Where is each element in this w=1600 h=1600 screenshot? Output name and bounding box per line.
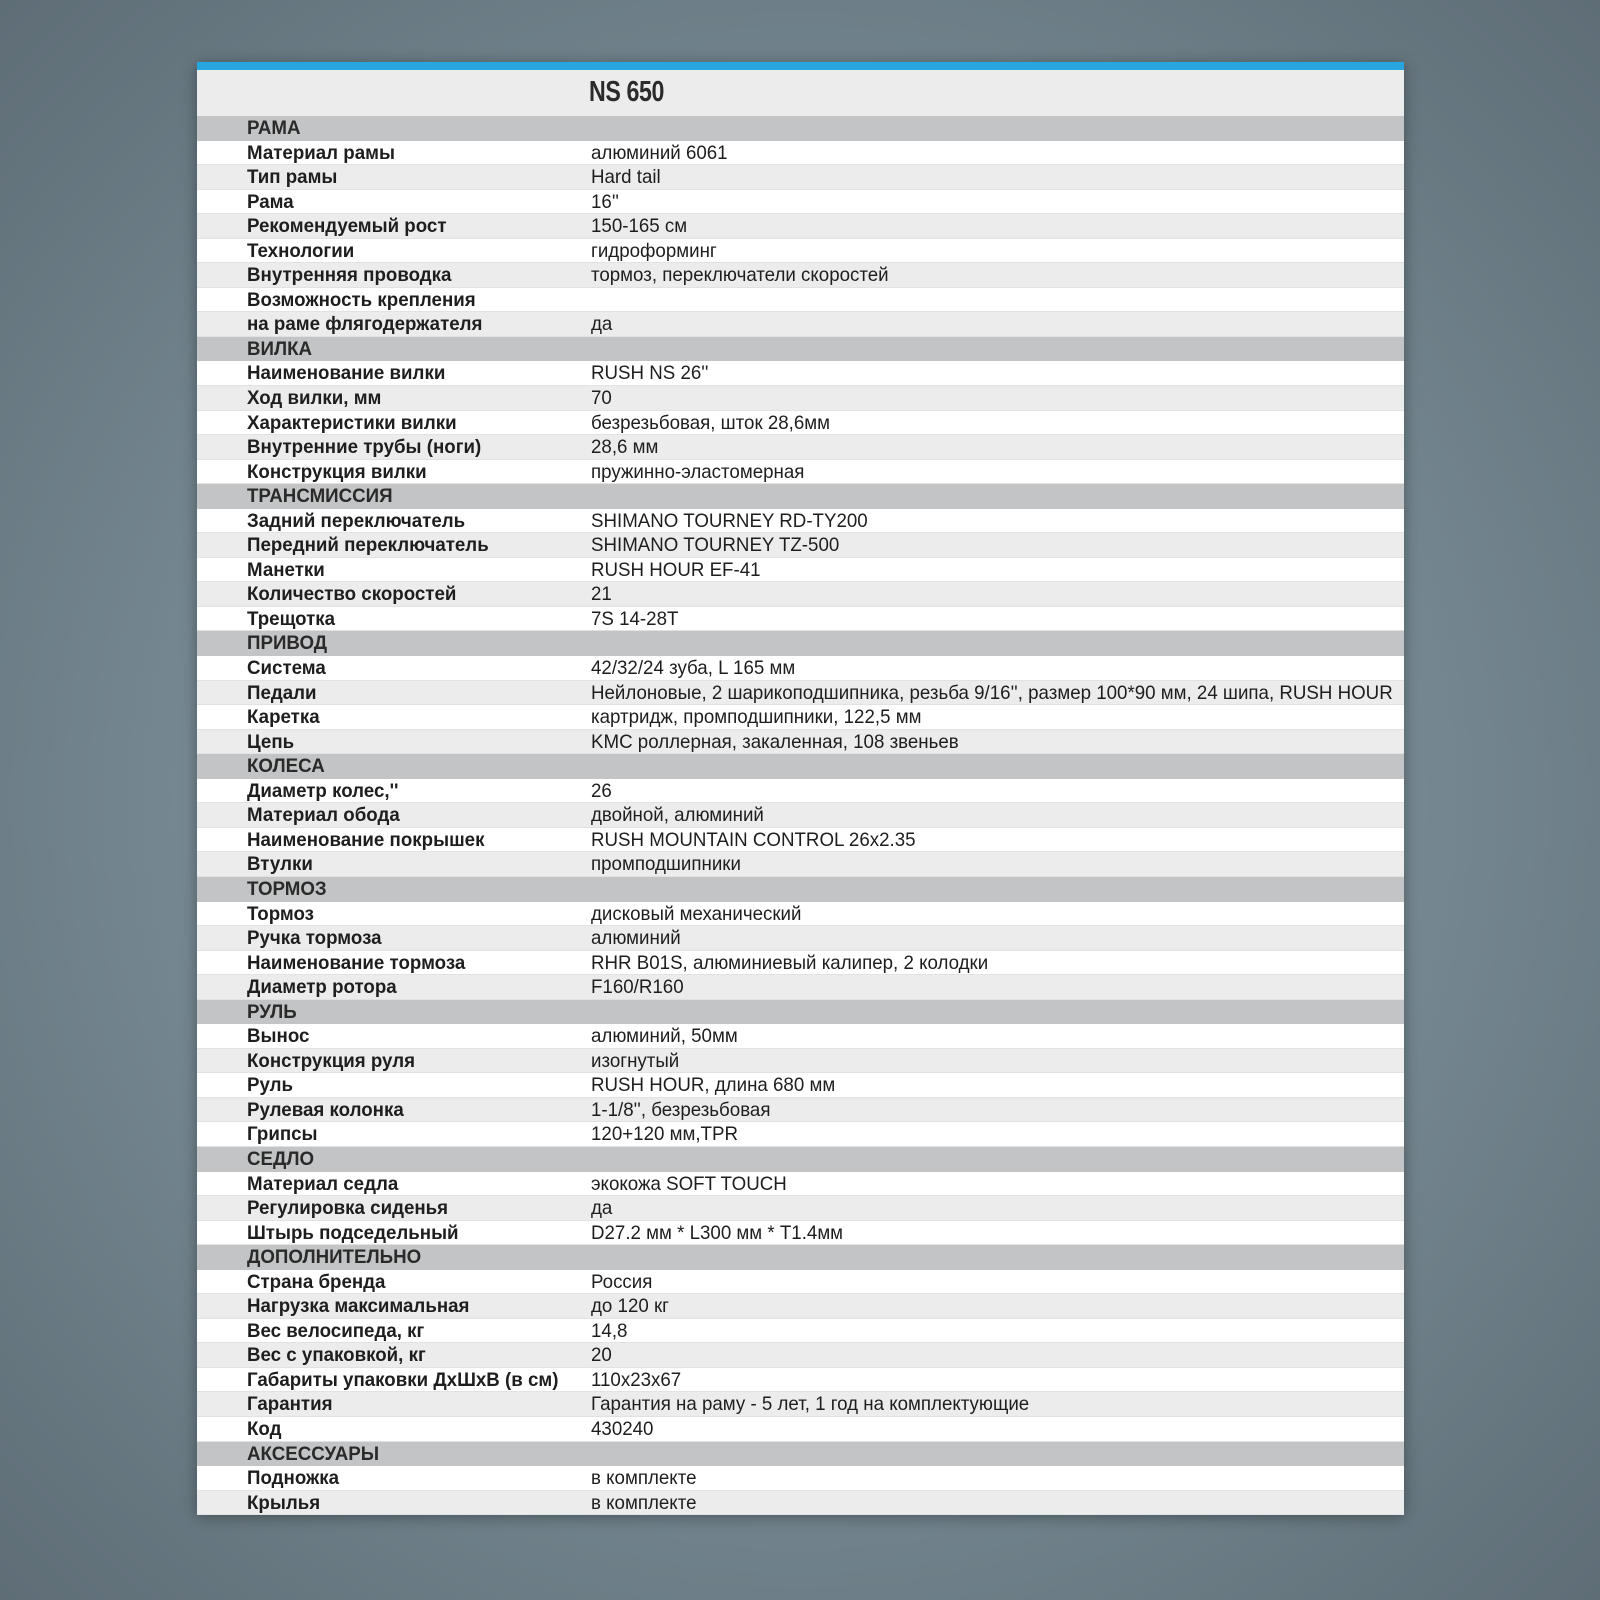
spec-label: Подножка	[247, 1467, 340, 1490]
spec-row	[197, 312, 1404, 337]
spec-row	[197, 681, 1404, 706]
section-title: РУЛЬ	[247, 1000, 297, 1023]
spec-row	[197, 803, 1404, 828]
accent-bar	[197, 62, 1404, 70]
spec-row	[197, 239, 1404, 264]
spec-value: картридж, промподшипники, 122,5 мм	[591, 706, 922, 729]
spec-label: Нагрузка максимальная	[247, 1295, 470, 1318]
spec-value: алюминий	[591, 927, 681, 950]
spec-label: Наименование вилки	[247, 362, 446, 385]
spec-row	[197, 1172, 1404, 1197]
spec-value: 7S 14-28T	[591, 607, 679, 630]
spec-row	[197, 1049, 1404, 1074]
spec-row	[197, 951, 1404, 976]
spec-value: Россия	[591, 1270, 653, 1293]
spec-row	[197, 558, 1404, 583]
spec-label: Каретка	[247, 706, 320, 729]
section-header	[197, 631, 1404, 656]
spec-label: Страна бренда	[247, 1270, 386, 1293]
spec-label: Регулировка сиденья	[247, 1197, 449, 1220]
spec-table	[197, 116, 1404, 1515]
spec-value: RUSH HOUR EF-41	[591, 558, 761, 581]
spec-value: безрезьбовая, шток 28,6мм	[591, 411, 831, 434]
section-title: АКСЕССУАРЫ	[247, 1442, 380, 1465]
spec-row	[197, 582, 1404, 607]
spec-row	[197, 1343, 1404, 1368]
spec-value: Hard tail	[591, 166, 661, 189]
spec-value: 120+120 мм,TPR	[591, 1123, 738, 1146]
spec-row	[197, 1466, 1404, 1491]
spec-row	[197, 1368, 1404, 1393]
spec-value: 14,8	[591, 1319, 628, 1342]
spec-label: Код	[247, 1417, 282, 1440]
spec-value: пружинно-эластомерная	[591, 460, 805, 483]
spec-value: в комплекте	[591, 1467, 697, 1490]
spec-value: двойной, алюминий	[591, 804, 764, 827]
spec-row	[197, 411, 1404, 436]
spec-label: Тормоз	[247, 902, 314, 925]
spec-row	[197, 141, 1404, 166]
spec-row	[197, 263, 1404, 288]
spec-label: Ручка тормоза	[247, 927, 382, 950]
section-title: РАМА	[247, 117, 301, 139]
spec-row	[197, 1392, 1404, 1417]
spec-row	[197, 1196, 1404, 1221]
spec-row	[197, 1491, 1404, 1516]
spec-row	[197, 1221, 1404, 1246]
spec-row	[197, 975, 1404, 1000]
spec-label: Материал обода	[247, 804, 400, 827]
spec-row	[197, 361, 1404, 386]
spec-value: SHIMANO TOURNEY RD-TY200	[591, 509, 868, 532]
spec-label: Ход вилки, мм	[247, 387, 382, 410]
spec-label: Габариты упаковки ДхШхВ (в см)	[247, 1368, 559, 1391]
spec-label: Руль	[247, 1074, 294, 1097]
spec-value: 70	[591, 387, 612, 410]
spec-row	[197, 1319, 1404, 1344]
spec-label: Вес с упаковкой, кг	[247, 1344, 426, 1367]
spec-row	[197, 214, 1404, 239]
spec-value: до 120 кг	[591, 1295, 669, 1318]
spec-row	[197, 288, 1404, 313]
spec-row	[197, 607, 1404, 632]
spec-value: 20	[591, 1344, 612, 1367]
section-header	[197, 1442, 1404, 1467]
spec-label: Штырь подседельный	[247, 1221, 459, 1244]
spec-row	[197, 1024, 1404, 1049]
spec-label: Цепь	[247, 730, 295, 753]
section-header	[197, 877, 1404, 902]
spec-value: Гарантия на раму - 5 лет, 1 год на комплектующие	[591, 1393, 1030, 1416]
spec-label: Технологии	[247, 239, 355, 262]
spec-value: RUSH HOUR, длина 680 мм	[591, 1074, 836, 1097]
spec-value: 26	[591, 779, 612, 802]
spec-row	[197, 1417, 1404, 1442]
spec-label: Вес велосипеда, кг	[247, 1319, 425, 1342]
spec-label: Система	[247, 657, 326, 680]
section-title: ПРИВОД	[247, 632, 328, 655]
spec-label: Задний переключатель	[247, 509, 466, 532]
spec-value: RHR B01S, алюминиевый калипер, 2 колодки	[591, 951, 989, 974]
spec-label: Рулевая колонка	[247, 1098, 404, 1121]
spec-value: 150-165 см	[591, 215, 688, 238]
spec-row	[197, 533, 1404, 558]
spec-value: D27.2 мм * L300 мм * T1.4мм	[591, 1221, 844, 1244]
model-title: NS 650	[589, 76, 664, 108]
spec-value: изогнутый	[591, 1049, 680, 1072]
spec-row	[197, 705, 1404, 730]
spec-row	[197, 460, 1404, 485]
section-header	[197, 116, 1404, 141]
spec-row	[197, 190, 1404, 215]
spec-row	[197, 730, 1404, 755]
spec-value: SHIMANO TOURNEY TZ-500	[591, 534, 840, 557]
spec-label: на раме флягодержателя	[247, 313, 483, 336]
spec-value: 110x23x67	[591, 1368, 682, 1391]
spec-value: в комплекте	[591, 1491, 697, 1514]
spec-sheet	[197, 62, 1404, 1515]
spec-value: 430240	[591, 1417, 654, 1440]
section-title: ВИЛКА	[247, 337, 313, 360]
spec-row	[197, 926, 1404, 951]
spec-row	[197, 902, 1404, 927]
spec-value: тормоз, переключатели скоростей	[591, 264, 889, 287]
section-title: ТОРМОЗ	[247, 877, 327, 900]
spec-value: гидроформинг	[591, 239, 717, 262]
spec-label: Внутренние трубы (ноги)	[247, 436, 482, 459]
section-title: ТРАНСМИССИЯ	[247, 485, 393, 508]
spec-label: Конструкция руля	[247, 1049, 416, 1072]
spec-value: 16''	[591, 190, 619, 213]
spec-value: алюминий 6061	[591, 141, 728, 164]
spec-value: экокожа SOFT TOUCH	[591, 1172, 787, 1195]
spec-value: 42/32/24 зуба, L 165 мм	[591, 657, 796, 680]
spec-label: Возможность крепления	[247, 288, 476, 311]
section-header	[197, 754, 1404, 779]
spec-label: Рекомендуемый рост	[247, 215, 447, 238]
spec-row	[197, 1122, 1404, 1147]
spec-row	[197, 165, 1404, 190]
spec-label: Педали	[247, 681, 317, 704]
spec-label: Материал рамы	[247, 141, 395, 164]
spec-label: Вынос	[247, 1025, 310, 1048]
spec-label: Конструкция вилки	[247, 460, 427, 483]
spec-row	[197, 1073, 1404, 1098]
spec-row	[197, 386, 1404, 411]
spec-label: Диаметр ротора	[247, 976, 397, 999]
spec-value: F160/R160	[591, 976, 684, 999]
spec-value: Нейлоновые, 2 шарикоподшипника, резьба 9/16'', размер 100*90 мм, 24 шипа, RUSH HOUR	[591, 681, 1393, 704]
spec-label: Передний переключатель	[247, 534, 489, 557]
spec-label: Манетки	[247, 558, 325, 581]
spec-label: Грипсы	[247, 1123, 318, 1146]
spec-value: дисковый механический	[591, 902, 802, 925]
section-header	[197, 484, 1404, 509]
spec-label: Наименование покрышек	[247, 828, 485, 851]
section-title: СЕДЛО	[247, 1147, 315, 1170]
section-header	[197, 1245, 1404, 1270]
spec-label: Трещотка	[247, 607, 336, 630]
spec-value: KMC роллерная, закаленная, 108 звеньев	[591, 730, 959, 753]
spec-value: 21	[591, 583, 612, 606]
section-header	[197, 1000, 1404, 1025]
spec-value: 28,6 мм	[591, 436, 659, 459]
section-title: КОЛЕСА	[247, 755, 325, 778]
spec-value: промподшипники	[591, 853, 741, 876]
spec-label: Материал седла	[247, 1172, 399, 1195]
spec-label: Гарантия	[247, 1393, 333, 1416]
sheet-header	[197, 70, 1404, 116]
spec-row	[197, 1270, 1404, 1295]
spec-label: Внутренняя проводка	[247, 264, 452, 287]
spec-value: RUSH MOUNTAIN CONTROL 26x2.35	[591, 828, 916, 851]
spec-label: Диаметр колес,''	[247, 779, 399, 802]
spec-value: да	[591, 1197, 613, 1220]
spec-label: Характеристики вилки	[247, 411, 457, 434]
spec-row	[197, 435, 1404, 460]
spec-row	[197, 1098, 1404, 1123]
spec-label: Количество скоростей	[247, 583, 457, 606]
spec-row	[197, 509, 1404, 534]
spec-row	[197, 656, 1404, 681]
spec-label: Тип рамы	[247, 166, 338, 189]
spec-label: Рама	[247, 190, 294, 213]
spec-row	[197, 852, 1404, 877]
spec-label: Втулки	[247, 853, 313, 876]
spec-label: Крылья	[247, 1491, 321, 1514]
spec-value: да	[591, 313, 613, 336]
spec-value: RUSH NS 26''	[591, 362, 709, 385]
section-header	[197, 337, 1404, 362]
spec-value: 1-1/8'', безрезьбовая	[591, 1098, 771, 1121]
section-title: ДОПОЛНИТЕЛЬНО	[247, 1246, 422, 1269]
spec-row	[197, 779, 1404, 804]
spec-row	[197, 1294, 1404, 1319]
spec-value: алюминий, 50мм	[591, 1025, 738, 1048]
spec-row	[197, 828, 1404, 853]
section-header	[197, 1147, 1404, 1172]
spec-label: Наименование тормоза	[247, 951, 466, 974]
